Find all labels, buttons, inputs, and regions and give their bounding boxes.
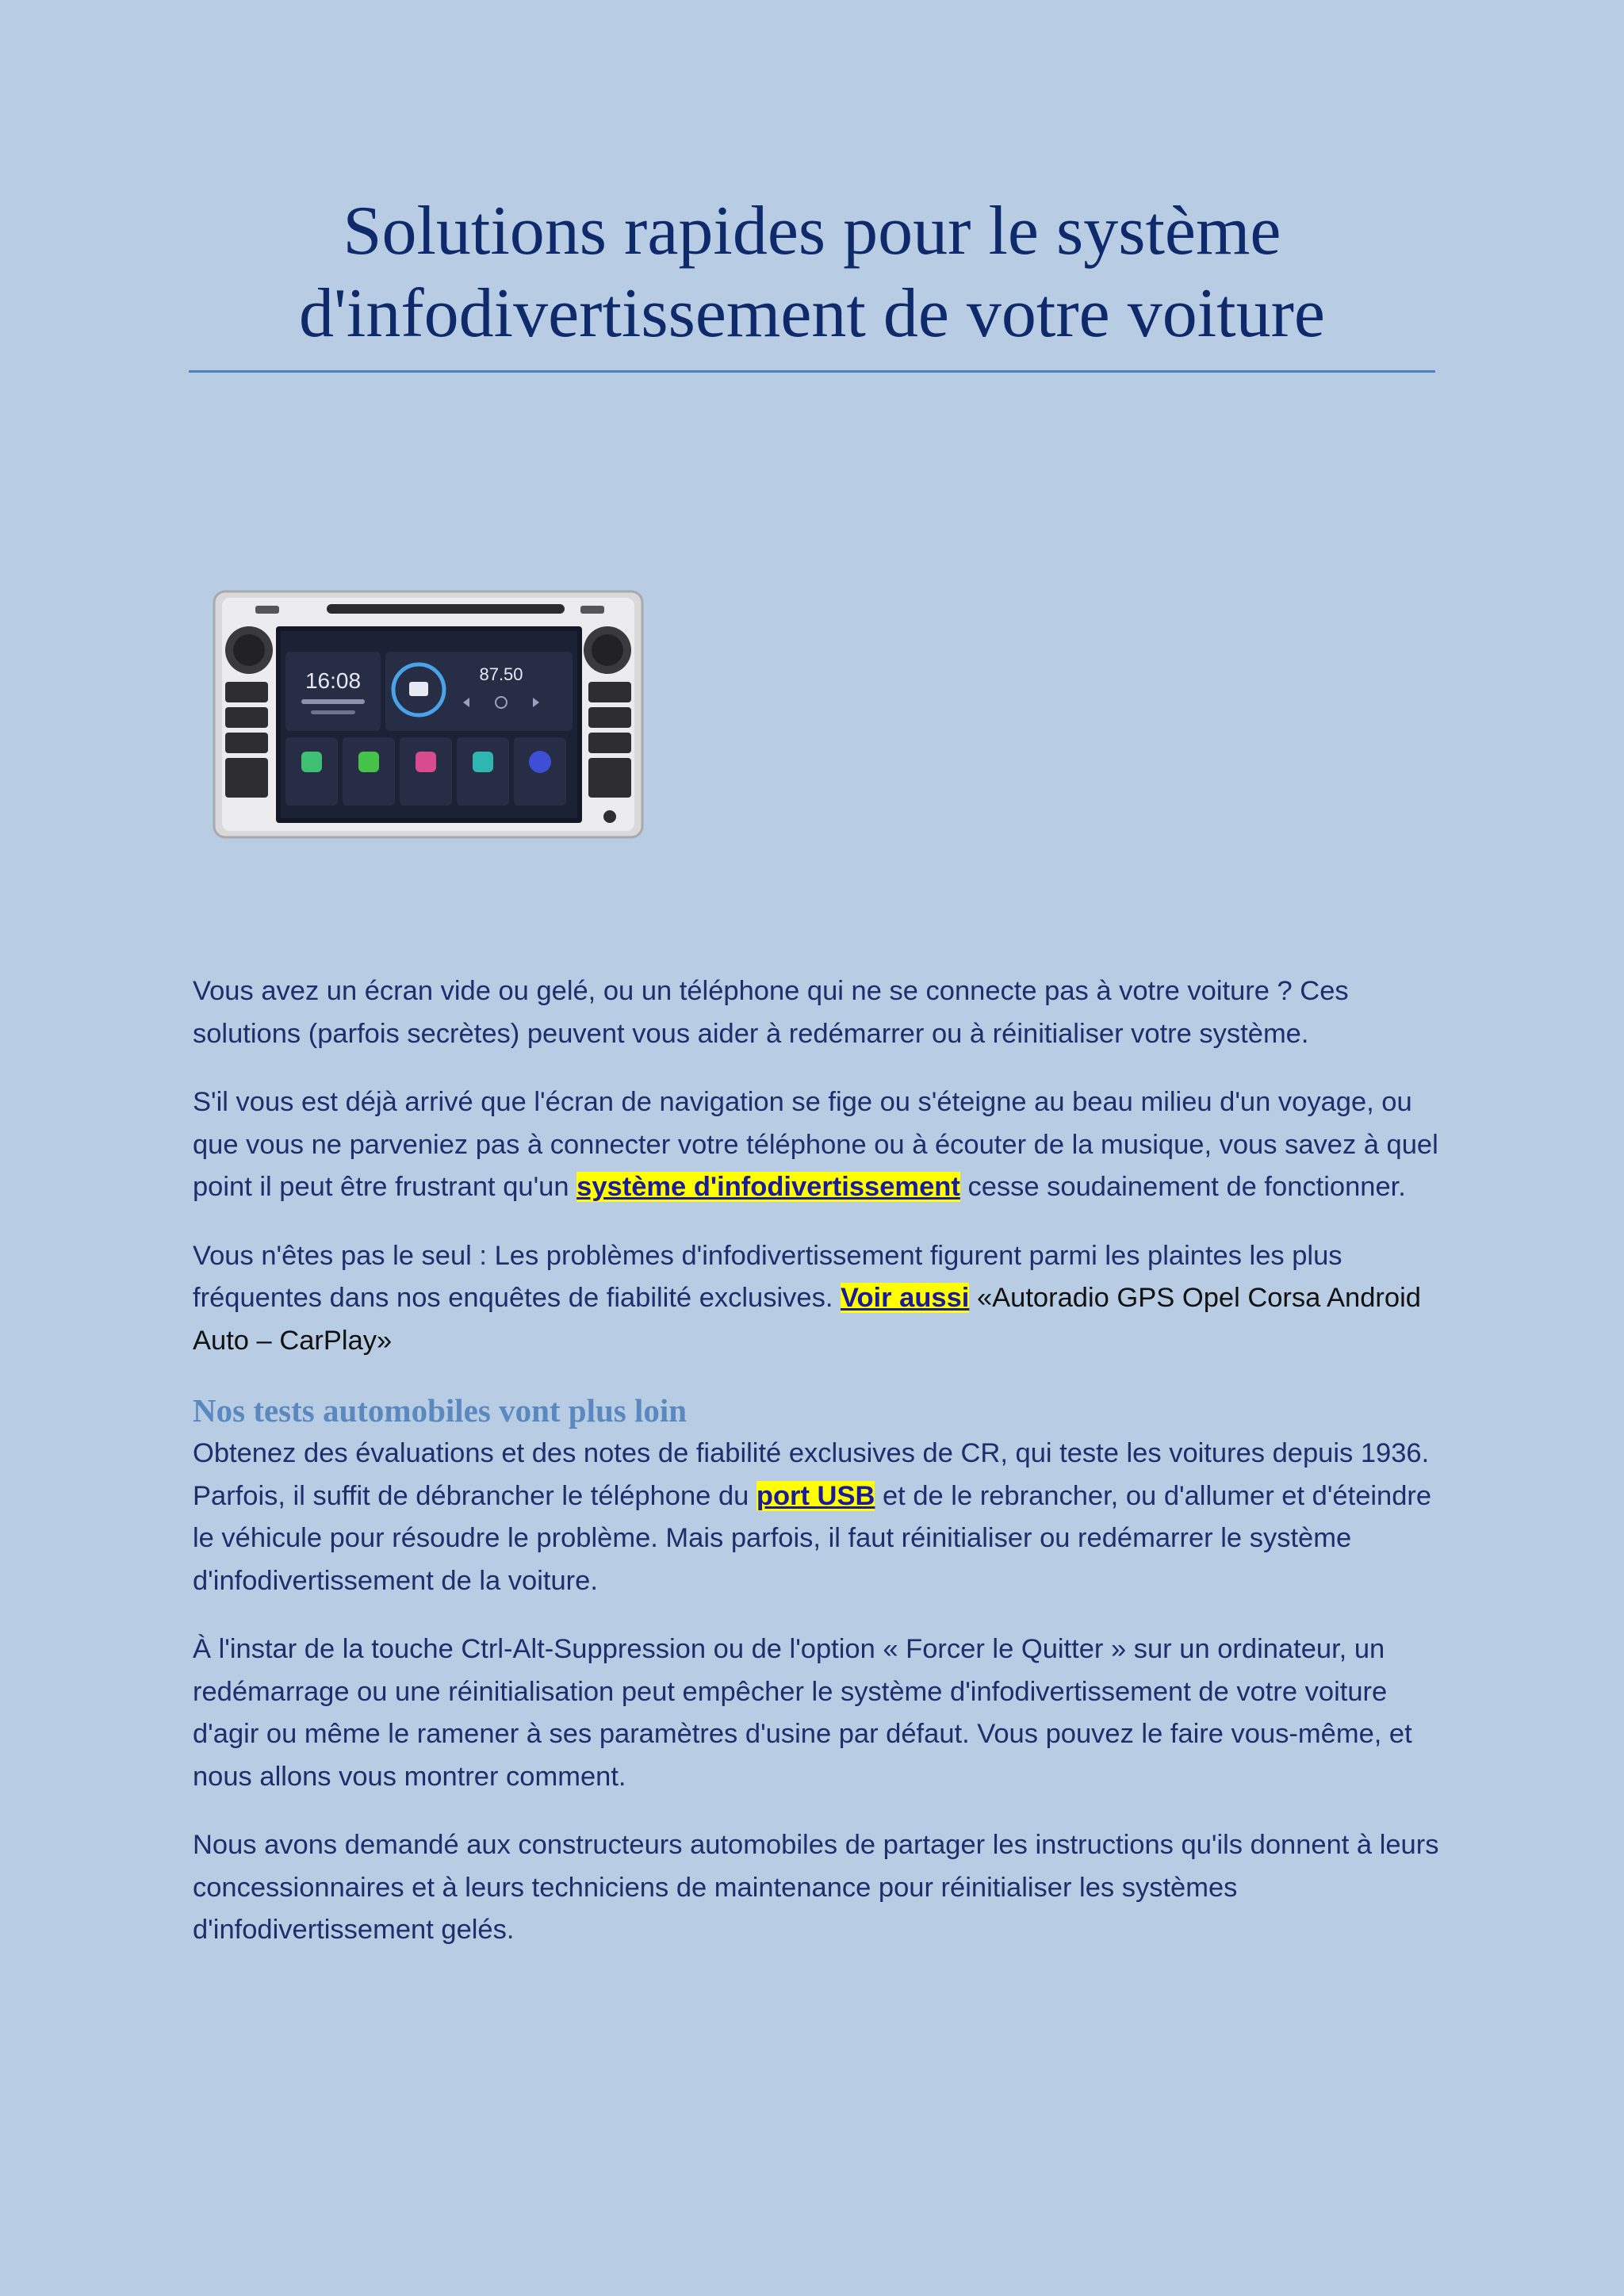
section-heading: Nos tests automobiles vont plus loin (193, 1392, 688, 1429)
paragraph-text: cesse soudainement de fonctionner. (959, 1172, 1406, 1202)
screen-frequency: 87.50 (479, 664, 523, 684)
usb-port-link[interactable]: port USB (756, 1480, 875, 1511)
see-also-title: «Autoradio GPS Opel Corsa Android Auto – CarPlay» (193, 1283, 1421, 1356)
title-divider (189, 370, 1435, 373)
screen-clock: 16:08 (304, 668, 362, 693)
paragraph-tests (193, 1433, 1446, 1602)
paragraph-not-alone (193, 1235, 1446, 1363)
paragraph-text: et de le rebrancher, ou d'allumer et d'éteindre le véhicule pour résoudre le problème. Mais parfois, il faut réinitialiser ou redémarrer le système d'infodivertissement de la voiture. (193, 1480, 1432, 1596)
car-radio-image (208, 587, 649, 842)
paragraph-text: Vous n'êtes pas le seul : Les problèmes d'infodivertissement figurent parmi les plaintes les plus fréquentes dans nos enquêtes de fiabilité exclusives. (193, 1240, 1342, 1313)
see-also-link[interactable]: Voir aussi (841, 1283, 970, 1313)
paragraph-text: S'il vous est déjà arrivé que l'écran de navigation se fige ou s'éteigne au beau milieu d'un voyage, ou que vous ne parveniez pas à connecter votre téléphone ou à écouter de la musique, vous savez à quel point il peut être frustrant qu'un (193, 1087, 1438, 1202)
infotainment-link[interactable]: système d'infodivertissement (576, 1172, 960, 1202)
paragraph-frozen-screen (193, 1081, 1446, 1209)
side-buttons-left (225, 682, 268, 798)
paragraph-manufacturers: Nous avons demandé aux constructeurs automobiles de partager les instructions qu'ils donnent à leurs concessionnaires et à leurs techniciens de maintenance pour réinitialiser les systèmes d'infodivertissement gelés. (193, 1830, 1439, 1945)
paragraph-text: Obtenez des évaluations et des notes de fiabilité exclusives de CR, qui teste les voitures depuis 1936. Parfois, il suffit de débrancher le téléphone du (193, 1438, 1430, 1511)
app-tiles (285, 737, 566, 806)
page-title: Solutions rapides pour le système d'infodivertissement de votre voiture (299, 193, 1325, 352)
paragraph-restart: À l'instar de la touche Ctrl-Alt-Suppression ou de l'option « Forcer le Quitter » sur un ordinateur, un redémarrage ou une réinitialisation peut empêcher le système d'infodivertissement de votre voiture d'agir ou même le ramener à ses paramètres d'usine par défaut. Vous pouvez le faire vous-même, et nous allons vous montrer comment. (193, 1634, 1412, 1792)
paragraph-intro: Vous avez un écran vide ou gelé, ou un téléphone qui ne se connecte pas à votre voiture ? Ces solutions (parfois secrètes) peuvent vous aider à redémarrer ou à réinitialiser votre système. (193, 976, 1349, 1049)
article-body (193, 970, 1446, 1978)
